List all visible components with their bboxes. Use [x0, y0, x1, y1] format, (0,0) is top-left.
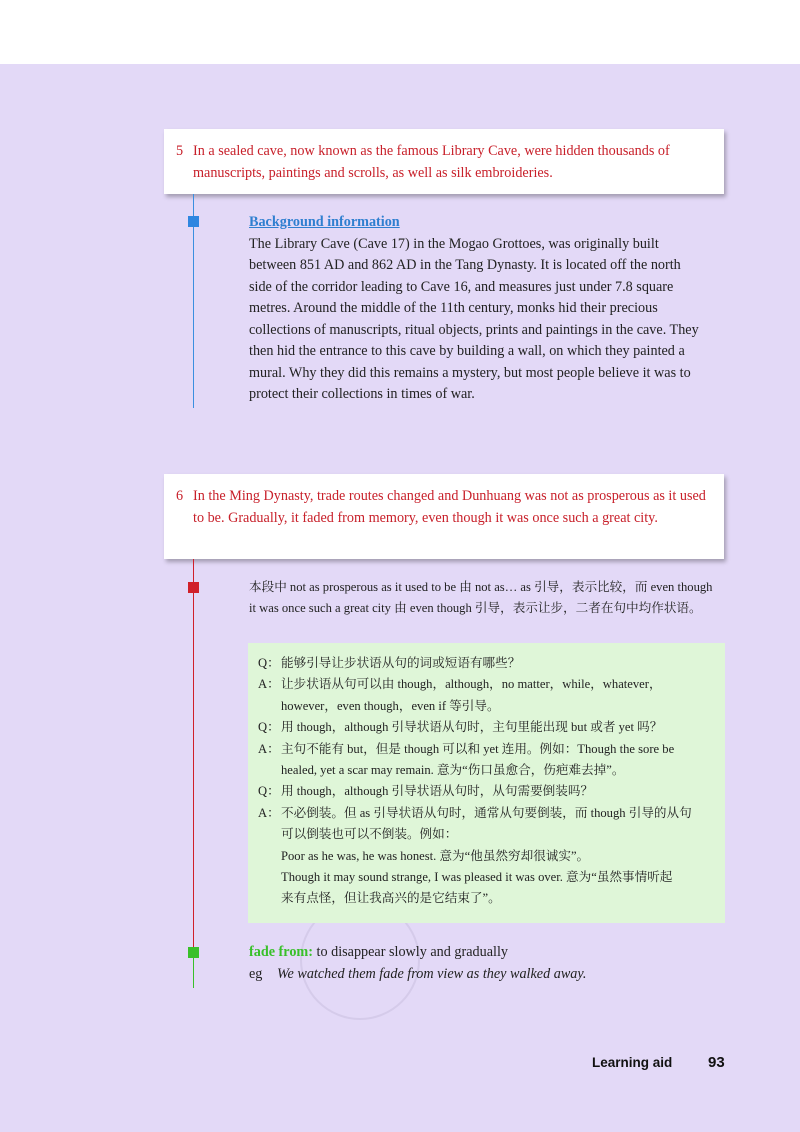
background-info-title: Background information	[249, 214, 400, 230]
qa-item	[258, 674, 713, 717]
vocab-entry	[249, 942, 586, 985]
qa-item	[258, 781, 713, 802]
paragraph-5-box	[164, 129, 724, 194]
qa-label: Q：	[258, 720, 280, 735]
background-info-line: protect their collections in times of war.	[249, 386, 475, 402]
qa-line: 能够引导让步状语从句的词或短语有哪些？	[281, 656, 521, 670]
red-marker-line	[193, 559, 194, 952]
paragraph-text: In the Ming Dynasty, trade routes changed and Dunhuang was not as prosperous as it used to be. Gradually, it faded from memory, even though it was once such a great city.	[193, 488, 706, 526]
qa-label: A：	[258, 741, 280, 756]
background-info-line: then hid the entrance to this cave by building a wall, on which they painted a	[249, 343, 685, 359]
grammar-note-line: 本段中 not as prosperous as it used to be 由 not as… as 引导，表示比较，而 even though	[249, 580, 713, 594]
grammar-note	[249, 577, 729, 619]
background-info-line: side of the corridor leading to Cave 16, and measures just under 7.8 square	[249, 278, 674, 295]
qa-item	[258, 803, 713, 910]
qa-line: Though it may sound strange, I was pleased it was over. 意为“虽然事情听起	[281, 870, 673, 885]
qa-box	[248, 643, 725, 923]
background-info-line: collections of manuscripts, ritual objects, prints and paintings in the cave. They	[249, 321, 699, 338]
qa-item	[258, 739, 713, 782]
green-marker-square	[188, 947, 199, 958]
background-info-line: between 851 AD and 862 AD in the Tang Dynasty. It is located off the north	[249, 257, 681, 273]
qa-line: 可以倒装也可以不倒装。例如：	[281, 827, 458, 842]
qa-item	[258, 717, 713, 738]
paragraph-number: 6	[176, 488, 184, 504]
background-info-line: The Library Cave (Cave 17) in the Mogao Grottoes, was originally built	[249, 235, 659, 252]
qa-label: Q：	[258, 784, 280, 799]
paragraph-number: 5	[176, 143, 184, 159]
qa-line: 来有点怪，但让我高兴的是它结束了”。	[281, 891, 501, 906]
qa-line: healed, yet a scar may remain. 意为“伤口虽愈合，伤疤难去掉”。	[281, 763, 625, 778]
qa-label: Q：	[258, 656, 280, 670]
background-info-line: mural. Why they did this remains a mystery, but most people believe it was to	[249, 364, 691, 381]
footer-section-label: Learning aid	[592, 1055, 673, 1070]
vocab-definition: to disappear slowly and gradually	[312, 944, 508, 960]
example-label: eg	[249, 965, 263, 982]
example-sentence: We watched them fade from view as they walked away.	[277, 965, 587, 982]
background-info-line: metres. Around the middle of the 11th century, monks hid their precious	[249, 300, 658, 316]
blue-marker-square	[188, 216, 199, 227]
page-number: 93	[708, 1054, 725, 1071]
qa-line: 主句不能有 but，但是 though 可以和 yet 连用。例如：Though the sore be	[281, 741, 675, 756]
grammar-note-line: it was once such a great city 由 even though 引导，表示让步，二者在句中均作状语。	[249, 601, 702, 615]
qa-label: A：	[258, 677, 280, 692]
qa-line: 用 though，although 引导状语从句时，主句里能出现 but 或者 yet 吗？	[281, 720, 663, 735]
qa-line: 用 though，although 引导状语从句时，从句需要倒装吗？	[281, 784, 594, 799]
qa-line: 让步状语从句可以由 though，although，no matter，while，whatever，	[281, 677, 662, 692]
red-marker-square	[188, 582, 199, 593]
qa-line: 不必倒装。但 as 引导状语从句时，通常从句要倒装，而 though 引导的从句	[281, 805, 692, 820]
vocab-term: fade from:	[249, 944, 313, 960]
qa-line: Poor as he was, he was honest. 意为“他虽然穷却很诚实”。	[281, 848, 590, 863]
paragraph-6-box	[164, 474, 724, 559]
background-info	[249, 212, 729, 406]
qa-line: however，even though，even if 等引导。	[281, 698, 500, 713]
qa-label: A：	[258, 805, 280, 820]
paragraph-text: In a sealed cave, now known as the famous Library Cave, were hidden thousands of manuscripts, paintings and scrolls, as well as silk embroideries.	[193, 143, 670, 181]
qa-item	[258, 653, 713, 674]
